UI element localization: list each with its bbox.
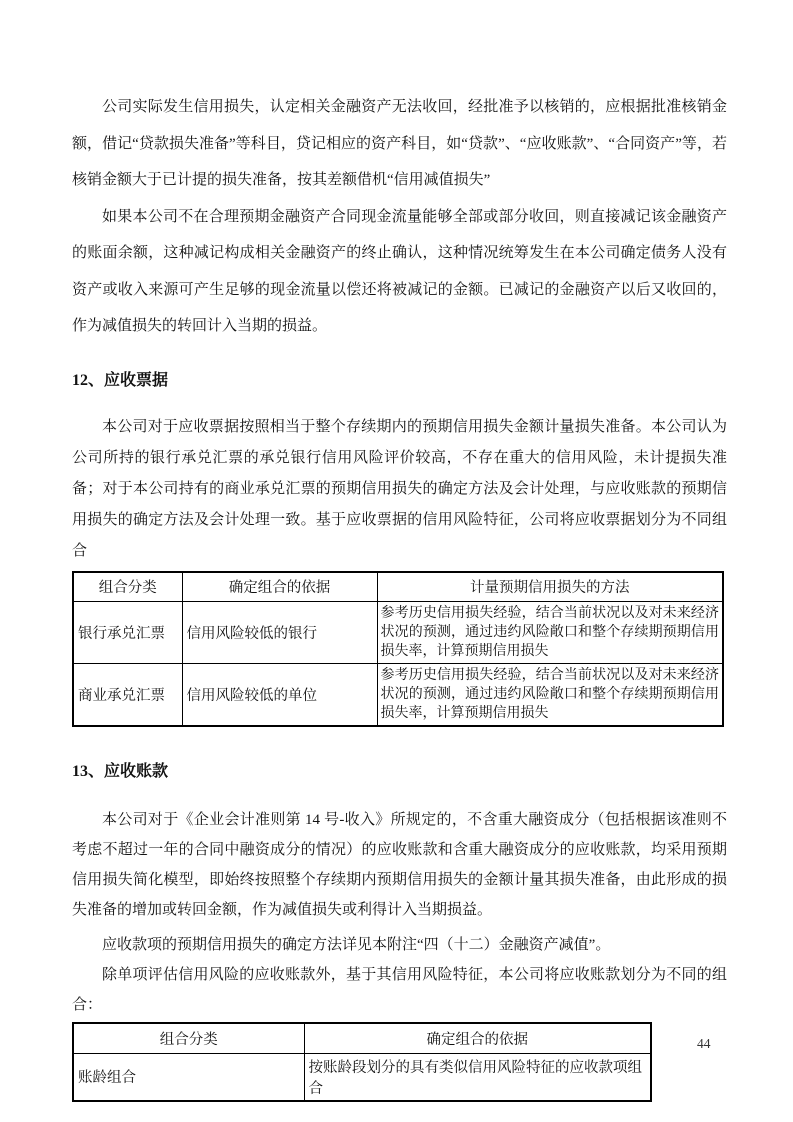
section-12-heading: 12、应收票据 (72, 371, 169, 389)
notes-receivable-portfolio-table (72, 571, 724, 728)
cell-basis: 信用风险较低的银行 (182, 602, 377, 664)
paragraph-accounts-receivable-policy: 本公司对于《企业会计准则第 14 号-收入》所规定的，不含重大融资成分（包括根据该准则不考虑不超过一年的合同中融资成分的情况）的应收账款和含重大融资成分的应收账款，均采用预期信用损失简化模型，即始终按照整个存续期内预期信用损失的金额计量其损失准备，由此形成的损失准备的增加或转回金额，作为减值损失或利得计入当期损益。 (72, 812, 727, 918)
header-portfolio-basis: 确定组合的依据 (182, 572, 377, 602)
table-header-row (73, 1023, 651, 1053)
page-number: 44 (697, 1036, 711, 1051)
header-portfolio-category: 组合分类 (73, 572, 182, 602)
header-portfolio-basis: 确定组合的依据 (304, 1023, 651, 1053)
header-portfolio-category: 组合分类 (73, 1023, 304, 1053)
cell-category: 账龄组合 (73, 1053, 304, 1101)
cell-category: 商业承兑汇票 (73, 664, 182, 727)
document-content (72, 0, 727, 1102)
section-13-heading: 13、应收账款 (72, 763, 169, 780)
paragraph-ecl-reference: 应收款项的预期信用损失的确定方法详见本附注“四（十二）金融资产减值”。 (102, 937, 611, 953)
cell-basis: 按账龄段划分的具有类似信用风险特征的应收款项组合 (304, 1053, 651, 1101)
paragraph-derecognition: 如果本公司不在合理预期金融资产合同现金流量能够全部或部分收回，则直接减记该金融资产的账面余额，这种减记构成相关金融资产的终止确认，这种情况统筹发生在本公司确定债务人没有资产或收入来源可产生足够的现金流量以偿还将被减记的金额。已减记的金融资产以后又收回的，作为减值损失的转回计入当期的损益。 (72, 208, 727, 334)
paragraph-credit-loss-writeoff: 公司实际发生信用损失，认定相关金融资产无法收回，经批准予以核销的，应根据批准核销金额，借记“贷款损失准备”等科目，贷记相应的资产科目，如“贷款”、“应收账款”、“合同资产”等，若核销金额大于已计提的损失准备，按其差额借机“信用减值损失” (72, 99, 727, 188)
cell-method: 参考历史信用损失经验，结合当前状况以及对未来经济状况的预测，通过违约风险敞口和整个存续期预期信用损失率，计算预期信用损失 (377, 664, 723, 727)
cell-category: 银行承兑汇票 (73, 602, 182, 664)
table-header-row (73, 572, 723, 602)
paragraph-grouping-intro: 除单项评估信用风险的应收账款外，基于其信用风险特征，本公司将应收账款划分为不同的组合： (72, 967, 727, 1013)
cell-method: 参考历史信用损失经验，结合当前状况以及对未来经济状况的预测，通过违约风险敞口和整个存续期预期信用损失率，计算预期信用损失 (377, 602, 723, 664)
table-row-bank-acceptance (73, 602, 723, 664)
header-ecl-method: 计量预期信用损失的方法 (377, 572, 723, 602)
table-row-commercial-acceptance (73, 664, 723, 727)
cell-basis: 信用风险较低的单位 (182, 664, 377, 727)
table-row-aging-portfolio (73, 1053, 651, 1101)
accounts-receivable-portfolio-table (72, 1022, 652, 1102)
paragraph-notes-receivable-intro: 本公司对于应收票据按照相当于整个存续期内的预期信用损失金额计量损失准备。本公司认为公司所持的银行承兑汇票的承兑银行信用风险评价较高，不存在重大的信用风险，未计提损失准备；对于本公司持有的商业承兑汇票的预期信用损失的确定方法及会计处理，与应收账款的预期信用损失的确定方法及会计处理一致。基于应收票据的信用风险特征，公司将应收票据划分为不同组合 (72, 418, 727, 559)
